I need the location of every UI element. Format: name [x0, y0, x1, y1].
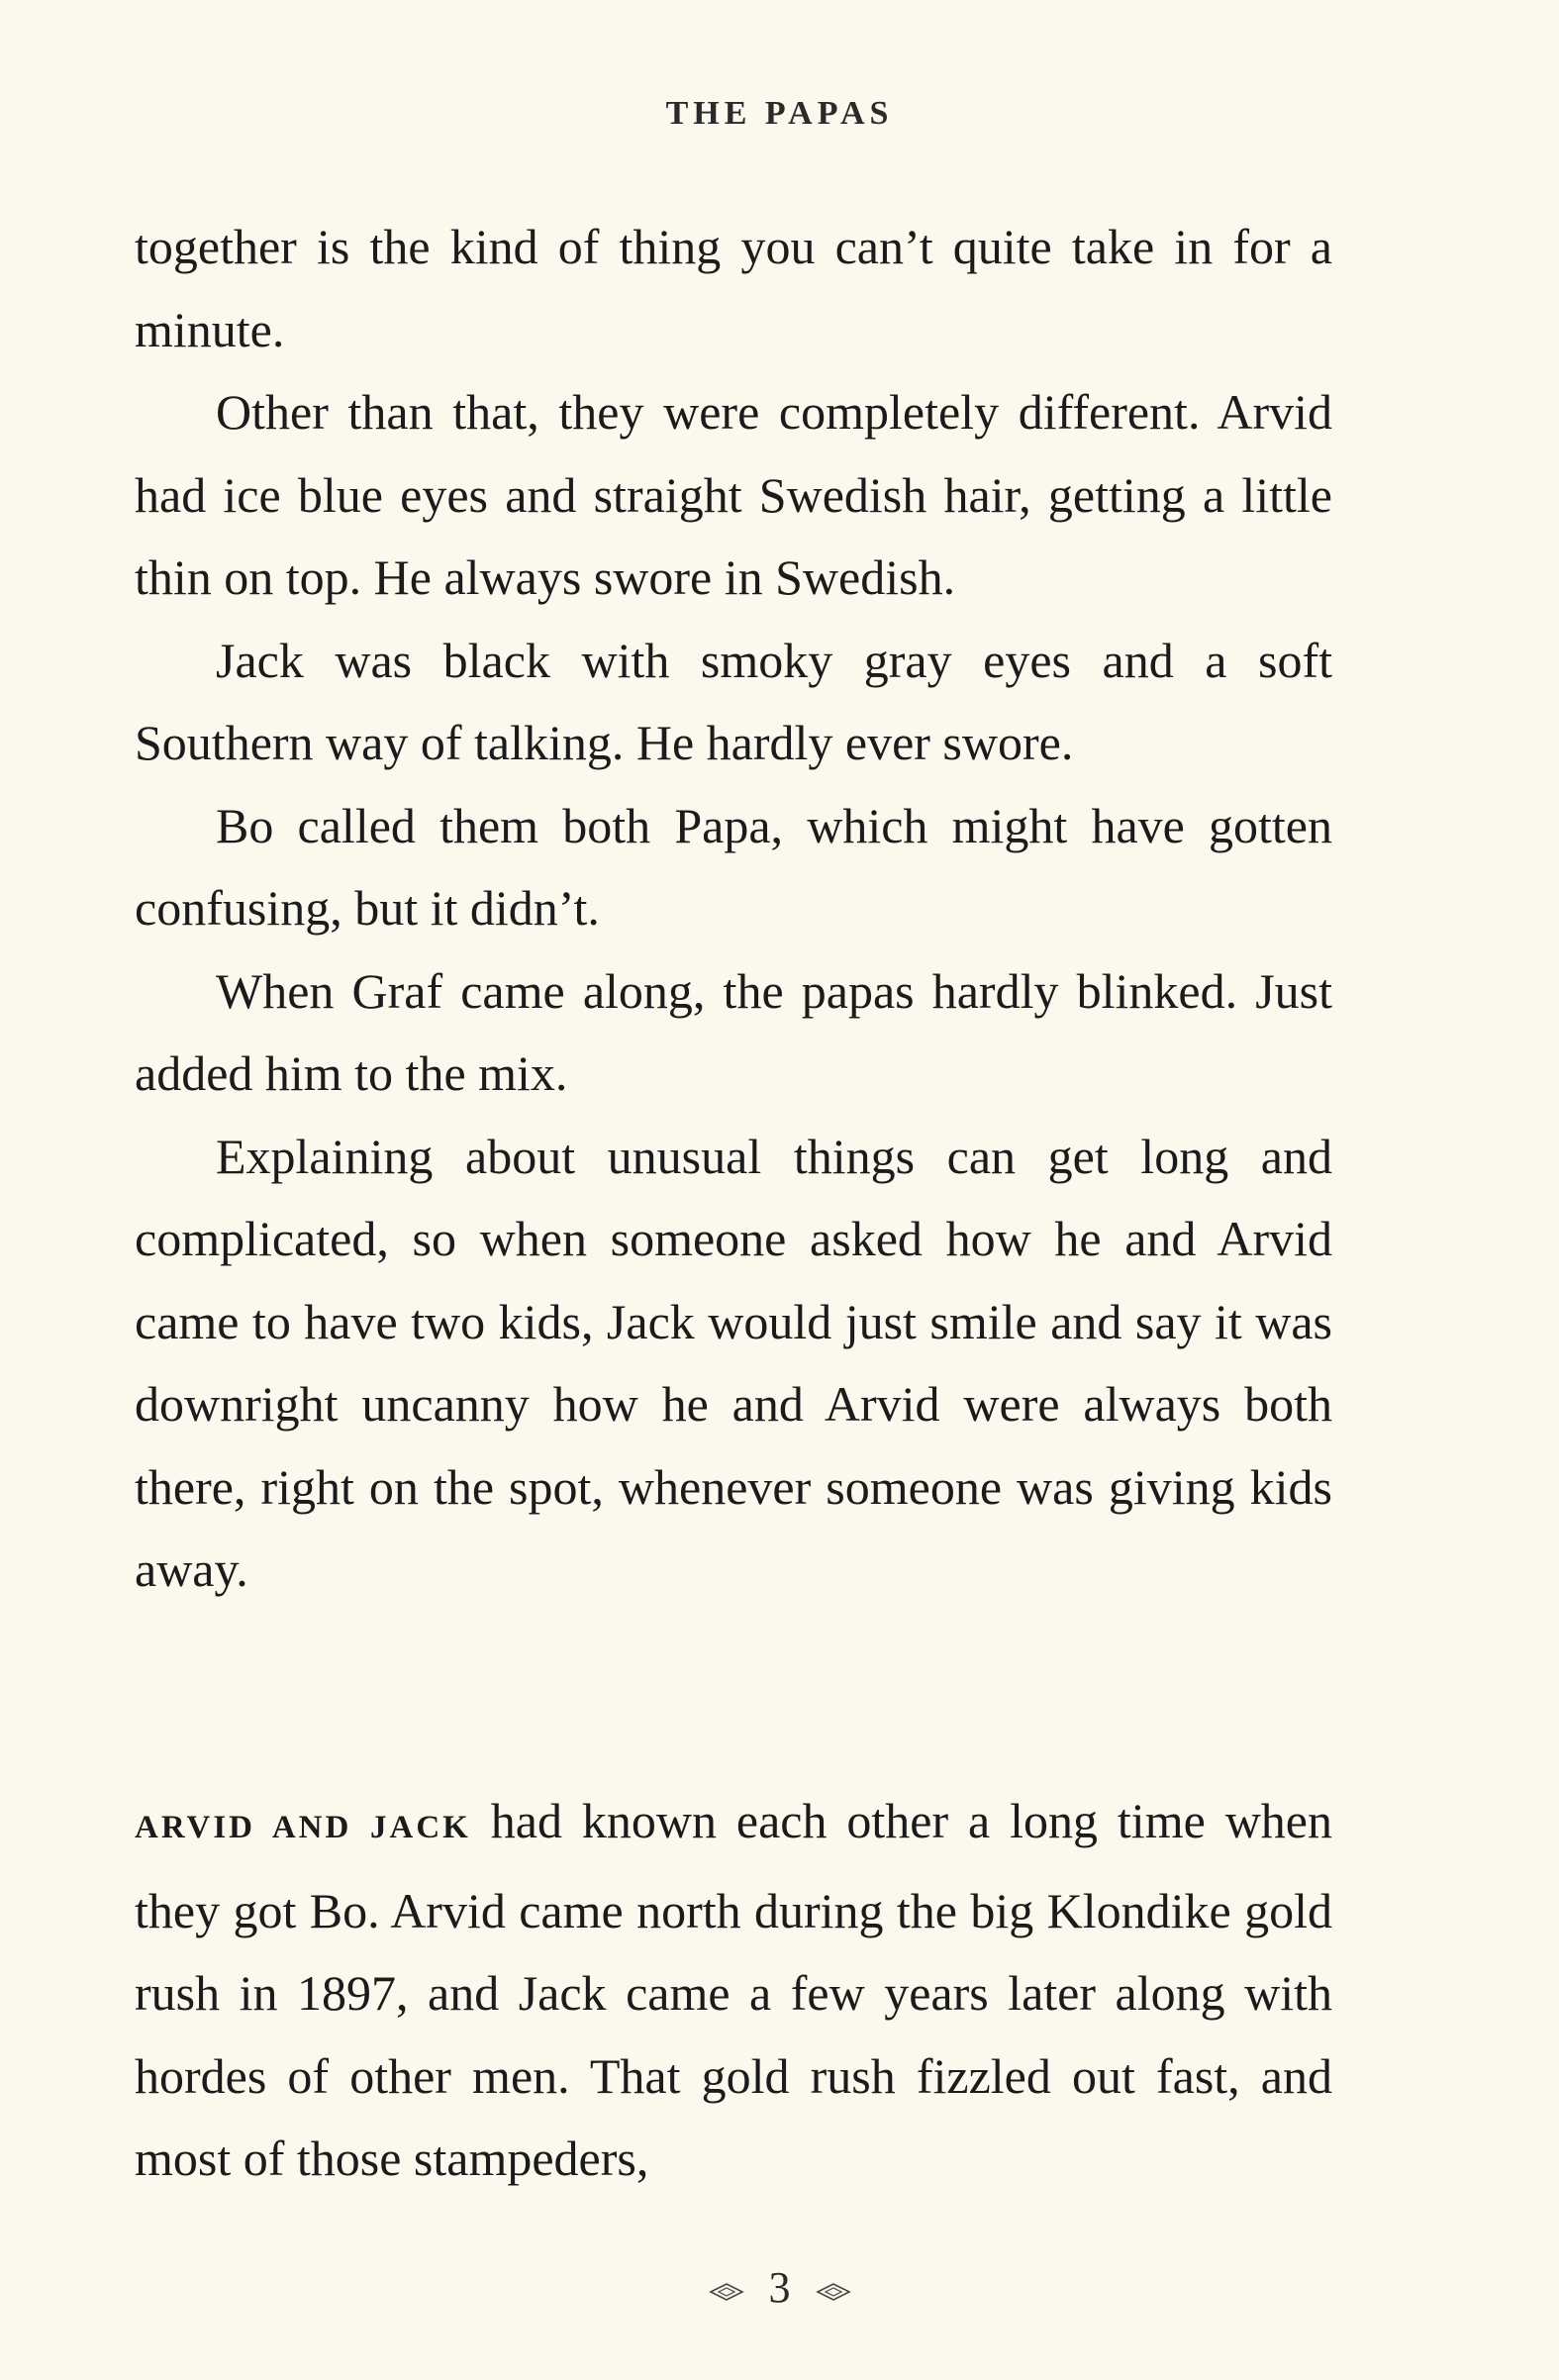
page-number: 3 — [768, 2263, 791, 2312]
folio — [0, 2262, 1559, 2313]
diamond-ornament-icon — [709, 2281, 744, 2303]
paragraph: Other than that, they were completely different. Arvid had ice blue eyes and straight Swedish hair, getting a little thin on top. He always swore in Swedish. — [135, 384, 1332, 605]
paragraph: Bo called them both Papa, which might have gotten confusing, but it didn’t. — [135, 797, 1332, 936]
paragraph: When Graf came along, the papas hardly blinked. Just added him to the mix. — [135, 962, 1332, 1101]
running-head: THE PAPAS — [665, 95, 894, 132]
paragraph: together is the kind of thing you can’t quite take in for a minute. — [135, 219, 1332, 357]
main-text — [135, 206, 1332, 1612]
diamond-ornament-icon — [816, 2281, 851, 2303]
section-opening-paragraph — [135, 1780, 1332, 2201]
paragraph: Jack was black with smoky gray eyes and a soft Southern way of talking. He hardly ever swore. — [135, 632, 1332, 770]
section-lead-in: ARVID AND JACK — [135, 1810, 471, 1845]
section-paragraph-text: had known each other a long time when they got Bo. Arvid came north during the big Klondike gold rush in 1897, and Jack came a few years later along with hordes of other men. That gold rush fizzled out fast, and most of those stampeders, — [135, 1793, 1332, 2186]
paragraph: Explaining about unusual things can get long and complicated, so when someone asked how he and Arvid came to have two kids, Jack would just smile and say it was downright uncanny how he and Arvid were always both there, right on the spot, whenever someone was giving kids away. — [135, 1128, 1332, 1597]
section-text — [135, 1780, 1332, 2201]
